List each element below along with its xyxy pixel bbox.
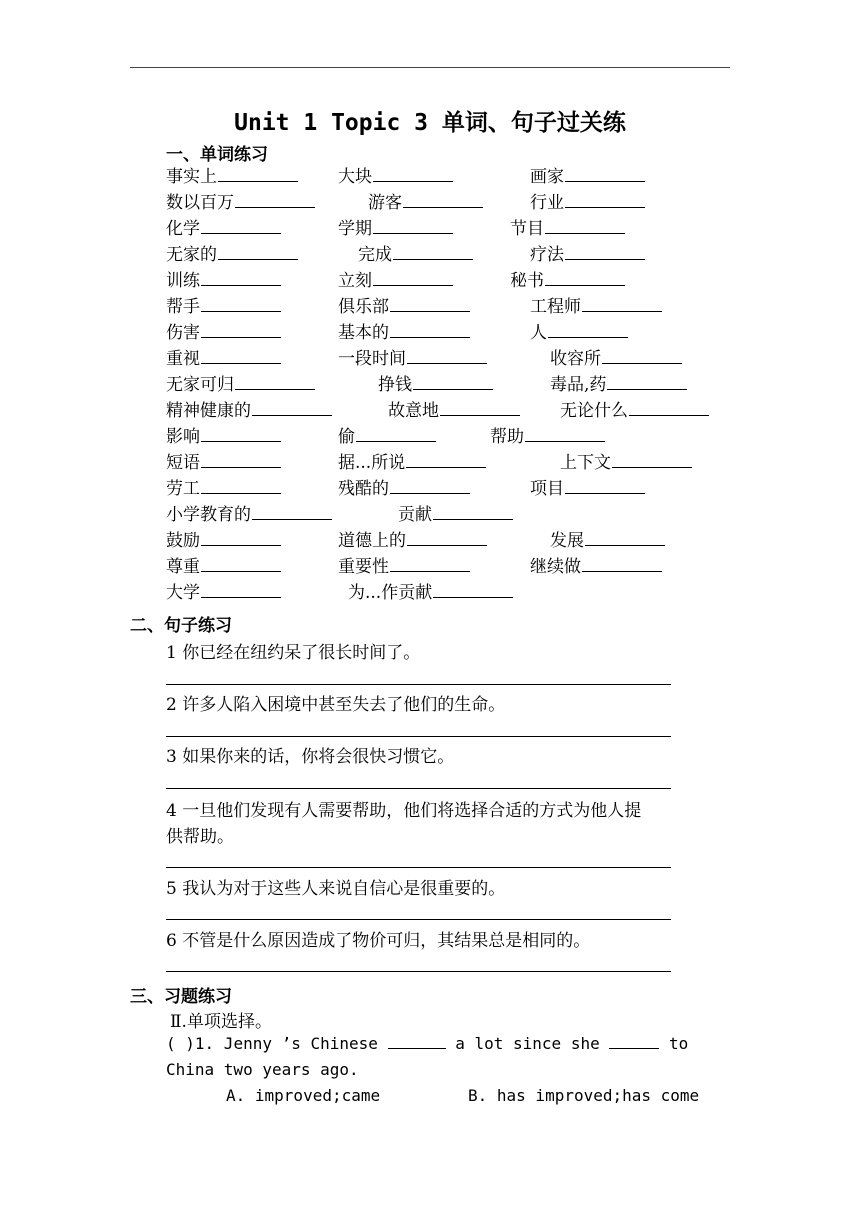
- vocab-word: 立刻: [338, 271, 372, 291]
- answer-line-3[interactable]: [166, 788, 671, 789]
- vocab-blank[interactable]: [607, 387, 687, 390]
- vocab-item: [338, 477, 470, 501]
- vocab-word: 秘书: [510, 271, 544, 291]
- vocab-item: [358, 243, 473, 267]
- sentence-4-cont: 供帮助。: [166, 827, 234, 847]
- vocab-item: [338, 451, 486, 475]
- vocab-blank[interactable]: [390, 491, 470, 494]
- vocab-item: [166, 243, 298, 267]
- vocab-blank[interactable]: [548, 335, 628, 338]
- vocab-blank[interactable]: [390, 569, 470, 572]
- vocab-item: [338, 347, 487, 371]
- vocab-word: 大块: [338, 167, 372, 187]
- vocab-word: 继续做: [530, 557, 581, 577]
- vocab-blank[interactable]: [218, 179, 298, 182]
- vocab-blank[interactable]: [582, 569, 662, 572]
- vocab-word: 疗法: [530, 245, 564, 265]
- vocab-item: [166, 503, 332, 527]
- vocab-blank[interactable]: [201, 569, 281, 572]
- vocab-word: 毒品,药: [550, 375, 607, 395]
- vocab-item: [338, 321, 470, 345]
- vocab-word: 化学: [166, 219, 200, 239]
- vocab-blank[interactable]: [373, 231, 453, 234]
- vocab-row: [166, 243, 766, 267]
- vocab-item: [530, 191, 645, 215]
- vocab-item: [166, 295, 281, 319]
- vocab-blank[interactable]: [565, 205, 645, 208]
- vocab-word: 贡献: [398, 505, 432, 525]
- question-1-text-c: to: [669, 1034, 689, 1053]
- vocab-item: [530, 295, 662, 319]
- vocab-word: 收容所: [550, 349, 601, 369]
- vocab-word: 项目: [530, 479, 564, 499]
- answer-line-4[interactable]: [166, 867, 671, 868]
- vocab-blank[interactable]: [201, 309, 281, 312]
- vocab-item: [166, 347, 281, 371]
- vocab-item: [166, 529, 281, 553]
- sentence-5: 5 我认为对于这些人来说自信心是很重要的。: [166, 879, 506, 899]
- vocab-word: 挣钱: [378, 375, 412, 395]
- vocab-blank[interactable]: [565, 491, 645, 494]
- vocab-word: 基本的: [338, 323, 389, 343]
- vocab-word: 无论什么: [560, 401, 628, 421]
- vocab-item: [166, 451, 281, 475]
- vocab-row: [166, 269, 766, 293]
- sentence-3: 3 如果你来的话，你将会很快习惯它。: [166, 747, 455, 767]
- vocab-word: 精神健康的: [166, 401, 251, 421]
- answer-paren[interactable]: ( ): [166, 1034, 195, 1053]
- vocab-item: [398, 503, 513, 527]
- vocab-blank[interactable]: [545, 231, 625, 234]
- vocab-blank[interactable]: [252, 413, 332, 416]
- vocab-row: [166, 347, 766, 371]
- vocab-item: [338, 555, 470, 579]
- vocab-item: [560, 399, 709, 423]
- vocab-row: [166, 581, 766, 605]
- option-a[interactable]: A. improved;came: [226, 1086, 381, 1105]
- vocab-blank[interactable]: [525, 439, 605, 442]
- vocab-word: 故意地: [388, 401, 439, 421]
- vocab-blank[interactable]: [403, 205, 483, 208]
- vocab-word: 工程师: [530, 297, 581, 317]
- vocab-word: 画家: [530, 167, 564, 187]
- vocab-blank[interactable]: [413, 387, 493, 390]
- vocab-row: [166, 295, 766, 319]
- q1-blank-2[interactable]: [609, 1046, 659, 1049]
- vocab-blank[interactable]: [390, 335, 470, 338]
- vocab-item: [338, 165, 453, 189]
- vocab-word: 为...作贡献: [348, 583, 433, 603]
- vocab-blank[interactable]: [433, 595, 513, 598]
- vocab-word: 据...所说: [338, 453, 406, 473]
- vocab-blank[interactable]: [201, 283, 281, 286]
- vocab-blank[interactable]: [201, 491, 281, 494]
- vocab-item: [530, 555, 662, 579]
- vocab-blank[interactable]: [407, 543, 487, 546]
- vocab-item: [550, 373, 687, 397]
- question-1-line2: China two years ago.: [166, 1060, 359, 1079]
- vocab-item: [368, 191, 483, 215]
- vocab-blank[interactable]: [252, 517, 332, 520]
- vocab-row: [166, 555, 766, 579]
- vocab-word: 俱乐部: [338, 297, 389, 317]
- vocab-item: [166, 217, 281, 241]
- section-sentence-heading: 二、句子练习: [130, 616, 232, 636]
- vocab-blank[interactable]: [201, 543, 281, 546]
- page-title: Unit 1 Topic 3 单词、句子过关练: [234, 110, 626, 136]
- vocab-row: [166, 399, 766, 423]
- vocab-blank[interactable]: [582, 309, 662, 312]
- vocab-word: 重视: [166, 349, 200, 369]
- vocab-item: [530, 243, 645, 267]
- vocab-item: [166, 191, 315, 215]
- vocab-row: [166, 191, 766, 215]
- vocab-row: [166, 503, 766, 527]
- vocab-item: [550, 347, 682, 371]
- header-rule: [130, 67, 730, 68]
- vocab-item: [510, 269, 625, 293]
- vocab-word: 残酷的: [338, 479, 389, 499]
- question-1-text-a: 1. Jenny ’s Chinese: [194, 1034, 378, 1053]
- vocab-word: 大学: [166, 583, 200, 603]
- question-1-text-b: a lot since she: [455, 1034, 600, 1053]
- vocab-word: 无家可归: [166, 375, 234, 395]
- section-exercise-heading: 三、习题练习: [130, 987, 232, 1007]
- vocab-blank[interactable]: [235, 205, 315, 208]
- answer-line-5[interactable]: [166, 919, 671, 920]
- vocab-row: [166, 529, 766, 553]
- vocab-item: [166, 477, 281, 501]
- vocab-item: [338, 295, 470, 319]
- vocab-item: [166, 399, 332, 423]
- vocab-word: 影响: [166, 427, 200, 447]
- section-vocab-heading: 一、单词练习: [166, 145, 268, 165]
- answer-line-1[interactable]: [166, 684, 671, 685]
- vocab-item: [560, 451, 692, 475]
- vocab-word: 短语: [166, 453, 200, 473]
- vocab-blank[interactable]: [201, 231, 281, 234]
- vocab-word: 重要性: [338, 557, 389, 577]
- vocab-word: 一段时间: [338, 349, 406, 369]
- vocab-blank[interactable]: [356, 439, 436, 442]
- vocab-item: [530, 321, 628, 345]
- vocab-word: 完成: [358, 245, 392, 265]
- vocab-item: [490, 425, 605, 449]
- vocab-item: [530, 165, 645, 189]
- vocab-item: [166, 581, 281, 605]
- vocab-blank[interactable]: [393, 257, 473, 260]
- q1-blank-1[interactable]: [388, 1046, 446, 1049]
- vocab-item: [338, 269, 453, 293]
- vocab-word: 事实上: [166, 167, 217, 187]
- vocab-blank[interactable]: [390, 309, 470, 312]
- vocab-word: 训练: [166, 271, 200, 291]
- vocab-blank[interactable]: [373, 179, 453, 182]
- vocab-word: 道德上的: [338, 531, 406, 551]
- vocab-item: [550, 529, 665, 553]
- vocab-word: 节目: [510, 219, 544, 239]
- vocab-blank[interactable]: [565, 179, 645, 182]
- vocab-item: [510, 217, 625, 241]
- vocab-item: [166, 165, 298, 189]
- vocab-word: 发展: [550, 531, 584, 551]
- vocab-blank[interactable]: [612, 465, 692, 468]
- vocab-row: [166, 451, 766, 475]
- vocab-item: [530, 477, 645, 501]
- exercise-heading: Ⅱ.单项选择。: [170, 1012, 272, 1032]
- vocab-blank[interactable]: [440, 413, 520, 416]
- sentence-1: 1 你已经在纽约呆了很长时间了。: [166, 643, 421, 663]
- sentence-4: 4 一旦他们发现有人需要帮助，他们将选择合适的方式为他人提: [166, 801, 642, 821]
- vocab-row: [166, 321, 766, 345]
- vocab-blank[interactable]: [565, 257, 645, 260]
- vocab-blank[interactable]: [406, 465, 486, 468]
- vocab-word: 尊重: [166, 557, 200, 577]
- vocab-word: 鼓励: [166, 531, 200, 551]
- vocab-word: 偷: [338, 427, 355, 447]
- vocab-word: 伤害: [166, 323, 200, 343]
- vocab-blank[interactable]: [201, 361, 281, 364]
- vocab-blank[interactable]: [201, 465, 281, 468]
- answer-line-6[interactable]: [166, 971, 671, 972]
- vocab-row: [166, 373, 766, 397]
- vocab-blank[interactable]: [201, 439, 281, 442]
- vocab-item: [388, 399, 520, 423]
- vocab-word: 帮助: [490, 427, 524, 447]
- vocab-word: 上下文: [560, 453, 611, 473]
- vocab-item: [378, 373, 493, 397]
- vocab-word: 小学教育的: [166, 505, 251, 525]
- vocab-blank[interactable]: [201, 335, 281, 338]
- vocab-word: 游客: [368, 193, 402, 213]
- vocab-row: [166, 217, 766, 241]
- sentence-6: 6 不管是什么原因造成了物价可归，其结果总是相同的。: [166, 931, 591, 951]
- vocab-word: 学期: [338, 219, 372, 239]
- option-b[interactable]: B. has improved;has come: [468, 1086, 700, 1105]
- vocab-item: [338, 529, 487, 553]
- vocab-row: [166, 425, 766, 449]
- sentence-2: 2 许多人陷入困境中甚至失去了他们的生命。: [166, 695, 506, 715]
- vocab-item: [166, 555, 281, 579]
- vocab-word: 行业: [530, 193, 564, 213]
- vocab-blank[interactable]: [235, 387, 315, 390]
- vocab-word: 帮手: [166, 297, 200, 317]
- vocab-item: [166, 373, 315, 397]
- vocab-blank[interactable]: [545, 283, 625, 286]
- vocab-row: [166, 477, 766, 501]
- vocab-item: [338, 217, 453, 241]
- vocab-blank[interactable]: [629, 413, 709, 416]
- vocab-blank[interactable]: [407, 361, 487, 364]
- vocab-item: [166, 269, 281, 293]
- question-1: [166, 1034, 688, 1053]
- vocab-row: [166, 165, 766, 189]
- vocab-item: [338, 425, 436, 449]
- vocab-word: 无家的: [166, 245, 217, 265]
- answer-line-2[interactable]: [166, 736, 671, 737]
- vocab-blank[interactable]: [602, 361, 682, 364]
- vocab-blank[interactable]: [433, 517, 513, 520]
- vocab-item: [348, 581, 513, 605]
- vocab-blank[interactable]: [373, 283, 453, 286]
- vocab-word: 人: [530, 323, 547, 343]
- vocab-word: 数以百万: [166, 193, 234, 213]
- vocab-blank[interactable]: [201, 595, 281, 598]
- vocab-blank[interactable]: [585, 543, 665, 546]
- vocab-word: 劳工: [166, 479, 200, 499]
- vocab-item: [166, 425, 281, 449]
- vocab-item: [166, 321, 281, 345]
- vocab-blank[interactable]: [218, 257, 298, 260]
